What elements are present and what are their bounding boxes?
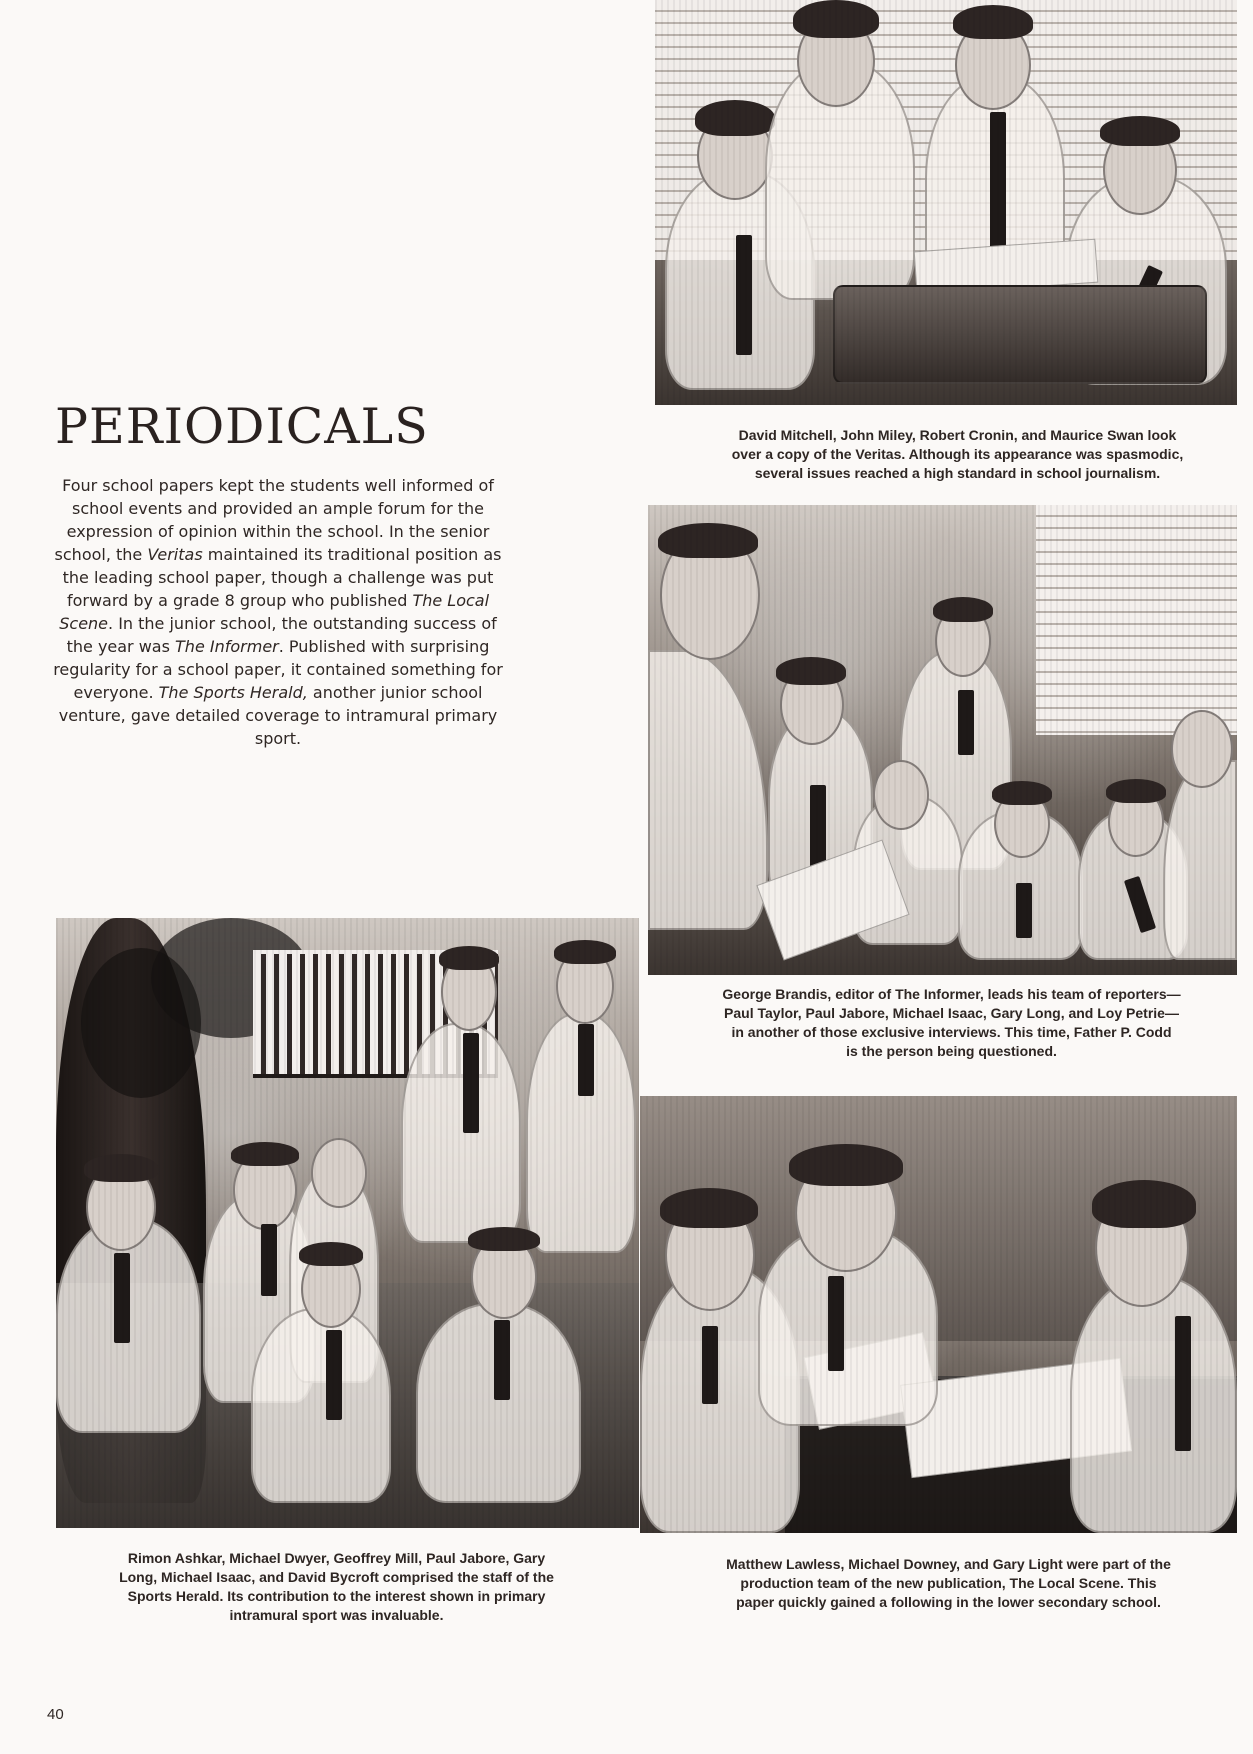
student-hair bbox=[695, 100, 775, 136]
student-head bbox=[1171, 710, 1233, 788]
body-text: another junior school venture, gave detailed coverage to intramural primary sport. bbox=[58, 683, 498, 748]
student-figure bbox=[1163, 760, 1237, 960]
student-hair bbox=[660, 1188, 758, 1228]
student-hair bbox=[953, 5, 1033, 39]
student-hair bbox=[992, 781, 1052, 805]
student-hair bbox=[793, 0, 879, 38]
student-tie bbox=[702, 1326, 718, 1404]
informer-title: The Informer bbox=[175, 637, 279, 656]
student-tie bbox=[578, 1024, 594, 1096]
body-text: Four school papers kept the students well informed of school events and provided an ample forum for the expression of opinion within the school. In the senior school, the bbox=[54, 476, 494, 564]
body-text: maintained its traditional position as the leading school paper, though a challenge was put forward by a grade 8 group who published bbox=[62, 545, 502, 610]
student-hair bbox=[299, 1242, 363, 1266]
student-hair bbox=[1092, 1180, 1196, 1228]
local-scene-photo bbox=[640, 1096, 1237, 1533]
body-text: . Published with surprising regularity for a school paper, it contained something for everyone. bbox=[53, 637, 503, 702]
student-hair bbox=[231, 1142, 299, 1166]
student-figure bbox=[1070, 1276, 1237, 1533]
student-hair bbox=[1106, 779, 1166, 803]
student-tie bbox=[1016, 883, 1032, 938]
student-hair bbox=[468, 1227, 540, 1251]
student-tie bbox=[828, 1276, 844, 1371]
veritas-title: Veritas bbox=[147, 545, 203, 564]
sports-herald-photo bbox=[56, 918, 639, 1528]
student-tie bbox=[1175, 1316, 1191, 1451]
student-tie bbox=[958, 690, 974, 755]
page-title: PERIODICALS bbox=[55, 398, 429, 455]
student-tie bbox=[326, 1330, 342, 1420]
student-tie bbox=[261, 1224, 277, 1296]
student-head bbox=[311, 1138, 367, 1208]
student-hair bbox=[789, 1144, 903, 1186]
bottom-left-caption: Rimon Ashkar, Michael Dwyer, Geoffrey Mill, Paul Jabore, Gary Long, Michael Isaac, and David Bycroft comprised the staff of the Sports Herald. Its contribution to the interest shown in primary intramural sport was invaluable. bbox=[119, 1550, 554, 1623]
veritas-photo bbox=[655, 0, 1237, 405]
body-text: . In the junior school, the outstanding success of the year was bbox=[66, 614, 497, 656]
leaf bbox=[81, 948, 201, 1098]
student-hair bbox=[439, 946, 499, 970]
student-hair bbox=[84, 1154, 158, 1182]
typewriter bbox=[833, 285, 1207, 384]
student-head bbox=[873, 760, 929, 830]
informer-photo bbox=[648, 505, 1237, 975]
local-scene-title: The Local Scene bbox=[59, 591, 490, 633]
student-hair bbox=[554, 940, 616, 964]
student-tie bbox=[494, 1320, 510, 1400]
student-figure bbox=[251, 1308, 391, 1503]
student-tie bbox=[736, 235, 752, 355]
student-hair bbox=[776, 657, 846, 685]
student-hair bbox=[933, 597, 993, 622]
wall-background bbox=[1036, 505, 1237, 735]
sports-herald-title: The Sports Herald, bbox=[158, 683, 308, 702]
article-body bbox=[50, 474, 506, 750]
top-right-caption: David Mitchell, John Miley, Robert Cronin, and Maurice Swan look over a copy of the Veritas. Although its appearance was spasmodic, several issues reached a high standard in school journalism. bbox=[731, 427, 1184, 481]
page-number: 40 bbox=[47, 1706, 64, 1723]
student-tie bbox=[114, 1253, 130, 1343]
student-figure bbox=[401, 1023, 521, 1243]
teacher-hair bbox=[658, 523, 758, 558]
student-tie bbox=[463, 1033, 479, 1133]
bottom-right-caption: Matthew Lawless, Michael Downey, and Gary Light were part of the production team of the new publication, The Local Scene. This paper quickly gained a following in the lower secondary school. bbox=[726, 1556, 1171, 1610]
student-hair bbox=[1100, 116, 1180, 146]
teacher-figure bbox=[648, 650, 768, 930]
middle-right-caption: George Brandis, editor of The Informer, leads his team of reporters— Paul Taylor, Paul Jabore, Michael Isaac, Gary Long, and Loy Petrie— in another of those exclusive interviews. This time, Father P. Codd is the person being questioned. bbox=[722, 986, 1181, 1059]
